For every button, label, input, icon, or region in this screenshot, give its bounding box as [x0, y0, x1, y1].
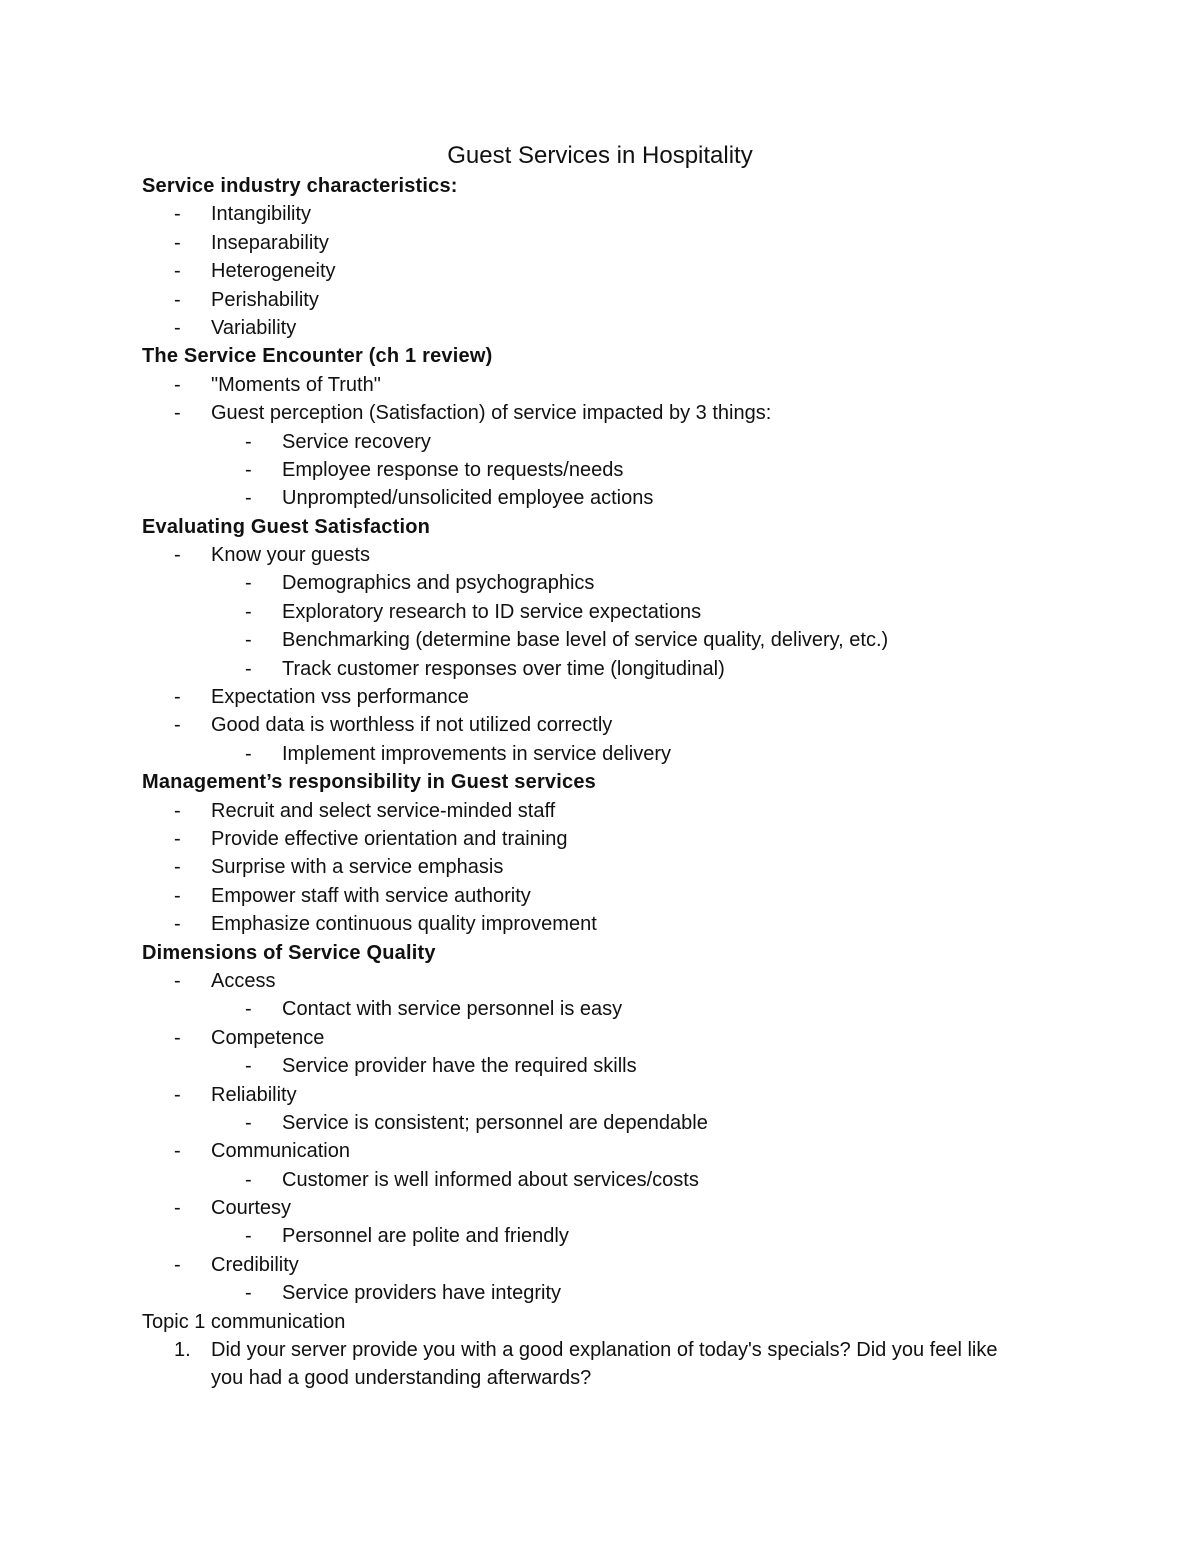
sub-list-item-text: Exploratory research to ID service expectations [282, 600, 702, 623]
dash-marker: - [245, 572, 252, 595]
dash-marker: - [174, 373, 181, 396]
dash-marker: - [174, 402, 181, 425]
list-item [142, 967, 1142, 995]
list-item [142, 797, 1142, 825]
sub-list-item-text: Service provider have the required skills [282, 1055, 637, 1078]
dash-marker: - [245, 458, 252, 481]
list-item [142, 399, 1142, 427]
section-heading-characteristics: Service industry characteristics: [142, 175, 458, 197]
dash-marker: - [174, 913, 181, 936]
list-item [142, 314, 1142, 342]
section-heading-evaluating-satisfaction: Evaluating Guest Satisfaction [142, 515, 431, 538]
number-marker: 1. [174, 1339, 191, 1362]
list-item-text: Perishability [211, 288, 319, 311]
sub-list-item-text: Implement improvements in service delivery [282, 742, 672, 765]
sub-list-item-text: Benchmarking (determine base level of service quality, delivery, etc.) [282, 629, 889, 652]
section-heading-management-responsibility: Management’s responsibility in Guest services [142, 771, 596, 794]
dash-marker: - [245, 1225, 252, 1248]
dash-marker: - [174, 969, 181, 992]
numbered-list-item-text: Did your server provide you with a good explanation of today's specials? Did you feel like you had a good understanding afterwards? [211, 1339, 998, 1390]
sub-list-item [142, 598, 1142, 626]
sub-list-item [142, 484, 1142, 512]
sub-list-item [142, 626, 1142, 654]
sub-list-item [142, 740, 1142, 768]
list-item-text: Good data is worthless if not utilized correctly [211, 714, 613, 737]
dash-marker: - [174, 799, 181, 822]
list-item [142, 1194, 1142, 1222]
numbered-list-item [142, 1336, 1142, 1393]
dash-marker: - [174, 231, 181, 254]
dash-marker: - [245, 657, 252, 680]
list-item-text: Reliability [211, 1083, 297, 1106]
dash-marker: - [245, 742, 252, 765]
list-item [142, 1024, 1142, 1052]
list-item [142, 1081, 1142, 1109]
sub-list-item-text: Personnel are polite and friendly [282, 1225, 569, 1248]
sub-list-item-text: Contact with service personnel is easy [282, 998, 623, 1021]
dash-marker: - [174, 714, 181, 737]
sub-list-item [142, 569, 1142, 597]
sub-list-item-text: Unprompted/unsolicited employee actions [282, 487, 654, 510]
list-item-text: Competence [211, 1026, 325, 1049]
sub-list-item-text: Demographics and psychographics [282, 572, 595, 595]
list-item [142, 286, 1142, 314]
list-item [142, 1251, 1142, 1279]
list-item-text: Heterogeneity [211, 260, 336, 283]
list-item-text: "Moments of Truth" [211, 373, 381, 396]
dash-marker: - [174, 686, 181, 709]
list-item-text: Inseparability [211, 231, 329, 254]
list-item-text: Variability [211, 316, 297, 339]
dash-marker: - [245, 1055, 252, 1078]
sub-list-item-text: Employee response to requests/needs [282, 458, 624, 481]
dash-marker: - [245, 430, 252, 453]
list-item [142, 711, 1142, 739]
list-item [142, 541, 1142, 569]
list-item [142, 1137, 1142, 1165]
list-item-text: Intangibility [211, 203, 312, 226]
list-item-text: Emphasize continuous quality improvement [211, 913, 597, 936]
dash-marker: - [174, 1140, 181, 1163]
document-body [142, 172, 1142, 1393]
list-item-text: Recruit and select service-minded staff [211, 799, 556, 822]
sub-list-item-text: Customer is well informed about services/costs [282, 1168, 699, 1191]
document-title: Guest Services in Hospitality [447, 142, 753, 169]
list-item-text: Guest perception (Satisfaction) of service impacted by 3 things: [211, 402, 772, 425]
list-item [142, 910, 1142, 938]
sub-list-item [142, 428, 1142, 456]
dash-marker: - [245, 600, 252, 623]
dash-marker: - [174, 884, 181, 907]
dash-marker: - [174, 1253, 181, 1276]
list-item [142, 200, 1142, 228]
list-item-text: Courtesy [211, 1197, 292, 1220]
list-item-text: Know your guests [211, 544, 370, 567]
sub-list-item [142, 1109, 1142, 1137]
dash-marker: - [174, 260, 181, 283]
sub-list-item [142, 655, 1142, 683]
dash-marker: - [245, 1282, 252, 1305]
dash-marker: - [245, 487, 252, 510]
dash-marker: - [174, 1197, 181, 1220]
sub-list-item-text: Service recovery [282, 430, 431, 453]
sub-list-item [142, 456, 1142, 484]
list-item [142, 853, 1142, 881]
dash-marker: - [174, 1083, 181, 1106]
dash-marker: - [174, 203, 181, 226]
list-item [142, 882, 1142, 910]
sub-list-item [142, 1222, 1142, 1250]
dash-marker: - [245, 629, 252, 652]
list-item-text: Empower staff with service authority [211, 884, 531, 907]
list-item [142, 229, 1142, 257]
list-item [142, 825, 1142, 853]
list-item [142, 371, 1142, 399]
dash-marker: - [174, 544, 181, 567]
list-item [142, 257, 1142, 285]
list-item-text: Surprise with a service emphasis [211, 856, 504, 879]
dash-marker: - [245, 998, 252, 1021]
sub-list-item-text: Service providers have integrity [282, 1282, 562, 1305]
list-item-text: Provide effective orientation and training [211, 827, 568, 850]
sub-list-item-text: Service is consistent; personnel are dependable [282, 1111, 708, 1134]
dash-marker: - [245, 1168, 252, 1191]
list-item-text: Expectation vss performance [211, 686, 469, 709]
sub-list-item [142, 1279, 1142, 1307]
list-item [142, 683, 1142, 711]
dash-marker: - [174, 288, 181, 311]
dash-marker: - [174, 827, 181, 850]
section-heading-service-encounter: The Service Encounter (ch 1 review) [142, 345, 493, 368]
section-heading-topic-communication: Topic 1 communication [142, 1310, 346, 1333]
dash-marker: - [245, 1111, 252, 1134]
sub-list-item [142, 995, 1142, 1023]
list-item-text: Communication [211, 1140, 350, 1163]
sub-list-item [142, 1166, 1142, 1194]
dash-marker: - [174, 316, 181, 339]
list-item-text: Credibility [211, 1253, 299, 1276]
dash-marker: - [174, 1026, 181, 1049]
list-item-text: Access [211, 969, 276, 992]
section-heading-service-quality-dimensions: Dimensions of Service Quality [142, 941, 436, 964]
sub-list-item [142, 1052, 1142, 1080]
dash-marker: - [174, 856, 181, 879]
sub-list-item-text: Track customer responses over time (longitudinal) [282, 657, 725, 680]
